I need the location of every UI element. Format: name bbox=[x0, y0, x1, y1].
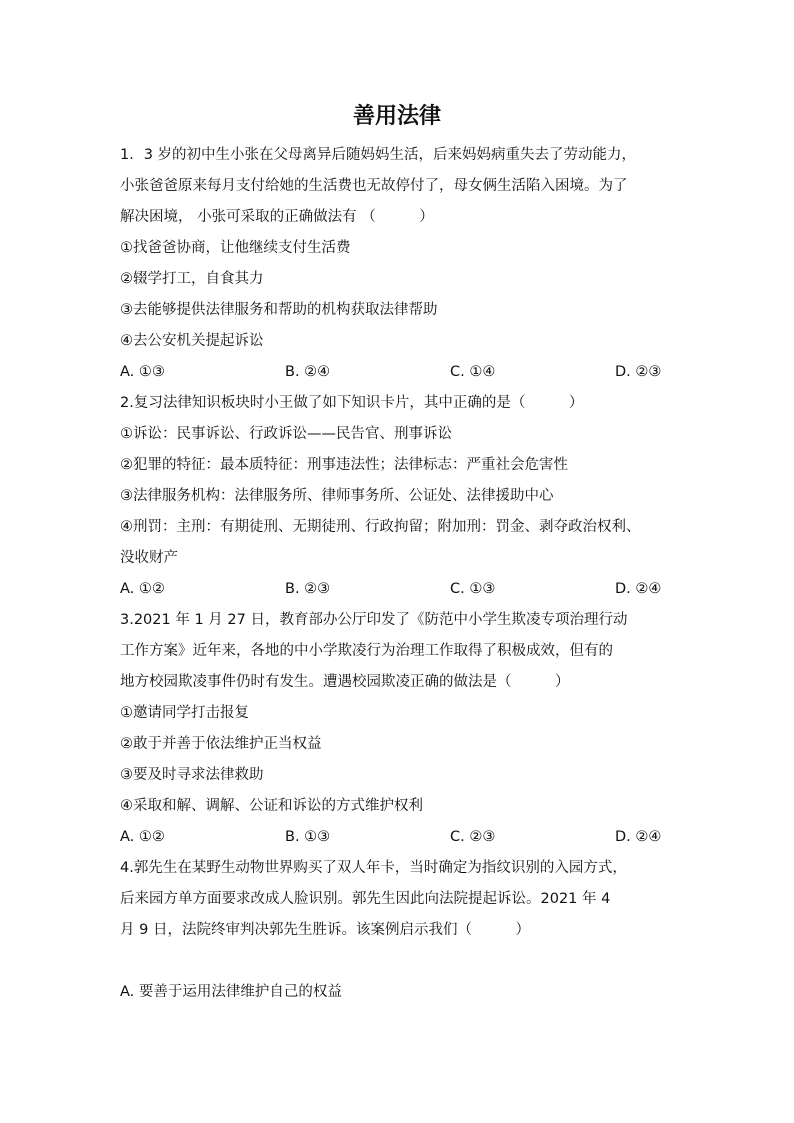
question-2-stem-line-1: 2.复习法律知识板块时小王做了如下知识卡片，其中正确的是（ ） bbox=[120, 395, 584, 411]
question-1-item-2: ②辍学打工，自食其力 bbox=[120, 271, 264, 287]
question-2-option-d: D. ②④ bbox=[615, 581, 662, 597]
question-3-option-b: B. ①③ bbox=[285, 829, 331, 845]
question-3-options bbox=[120, 822, 680, 853]
question-1-option-b: B. ②④ bbox=[285, 364, 331, 380]
question-3-stem-line-3: 地方校园欺凌事件仍时有发生。遭遇校园欺凌正确的做法是（ ） bbox=[120, 674, 570, 690]
question-1-option-c: C. ①④ bbox=[450, 364, 496, 380]
question-2-item-3: ③法律服务机构：法律服务所、律师事务所、公证处、法律援助中心 bbox=[120, 488, 554, 504]
question-1-options bbox=[120, 357, 680, 388]
question-2-options bbox=[120, 574, 680, 605]
question-2-option-c: C. ①③ bbox=[450, 581, 496, 597]
question-3-option-c: C. ②③ bbox=[450, 829, 496, 845]
question-3-item-2: ②敢于并善于依法维护正当权益 bbox=[120, 736, 322, 752]
question-2-item-2: ②犯罪的特征：最本质特征：刑事违法性；法律标志：严重社会危害性 bbox=[120, 457, 568, 473]
question-4-stem-line-3: 月 9 日，法院终审判决郭先生胜诉。该案例启示我们（ ） bbox=[120, 922, 530, 938]
question-4-stem-line-1: 4.郭先生在某野生动物世界购买了双人年卡，当时确定为指纹识别的入园方式， bbox=[120, 860, 627, 876]
question-3-item-3: ③要及时寻求法律救助 bbox=[120, 767, 264, 783]
question-2 bbox=[120, 388, 680, 605]
question-1-item-1: ①找爸爸协商，让他继续支付生活费 bbox=[120, 240, 351, 256]
question-4-stem-line-2: 后来园方单方面要求改成人脸识别。郭先生因此向法院提起诉讼。2021 年 4 bbox=[120, 891, 611, 907]
question-3-item-4: ④采取和解、调解、公证和诉讼的方式维护权利 bbox=[120, 798, 423, 814]
question-3-option-d: D. ②④ bbox=[615, 829, 662, 845]
question-2-item-1: ①诉讼：民事诉讼、行政诉讼——民告官、刑事诉讼 bbox=[120, 426, 452, 442]
question-1-option-d: D. ②③ bbox=[615, 364, 662, 380]
question-2-option-a: A. ①② bbox=[120, 581, 165, 597]
question-2-item-4: ④刑罚：主刑：有期徒刑、无期徒刑、行政拘留；附加刑：罚金、剥夺政治权利、 bbox=[120, 519, 641, 535]
document-body bbox=[120, 140, 680, 1008]
question-1-item-4: ④去公安机关提起诉讼 bbox=[120, 333, 264, 349]
question-1-stem-line-2: 小张爸爸原来每月支付给她的生活费也无故停付了，母女俩生活陷入困境。为了 bbox=[120, 178, 628, 194]
question-3-option-a: A. ①② bbox=[120, 829, 165, 845]
question-2-item-4-continued: 没收财产 bbox=[120, 550, 178, 566]
question-3 bbox=[120, 605, 680, 853]
question-4 bbox=[120, 853, 680, 1008]
question-1 bbox=[120, 140, 680, 388]
blank-spacer bbox=[120, 946, 680, 977]
question-1-item-3: ③去能够提供法律服务和帮助的机构获取法律帮助 bbox=[120, 302, 438, 318]
question-1-stem-line-3: 解决困境， 小张可采取的正确做法有 （ ） bbox=[120, 209, 434, 225]
page-title: 善用法律 bbox=[352, 103, 441, 129]
question-3-stem-line-2: 工作方案》近年来，各地的中小学欺凌行为治理工作取得了积极成效，但有的 bbox=[120, 643, 613, 659]
question-3-stem-line-1: 3.2021 年 1 月 27 日，教育部办公厅印发了《防范中小学生欺凌专项治理行动 bbox=[120, 612, 628, 628]
question-4-option-a: A. 要善于运用法律维护自己的权益 bbox=[120, 984, 342, 1000]
question-3-item-1: ①邀请同学打击报复 bbox=[120, 705, 249, 721]
question-1-option-a: A. ①③ bbox=[120, 364, 165, 380]
question-2-option-b: B. ②③ bbox=[285, 581, 331, 597]
question-1-stem-line-1: 1．3 岁的初中生小张在父母离异后随妈妈生活，后来妈妈病重失去了劳动能力， bbox=[120, 147, 637, 163]
